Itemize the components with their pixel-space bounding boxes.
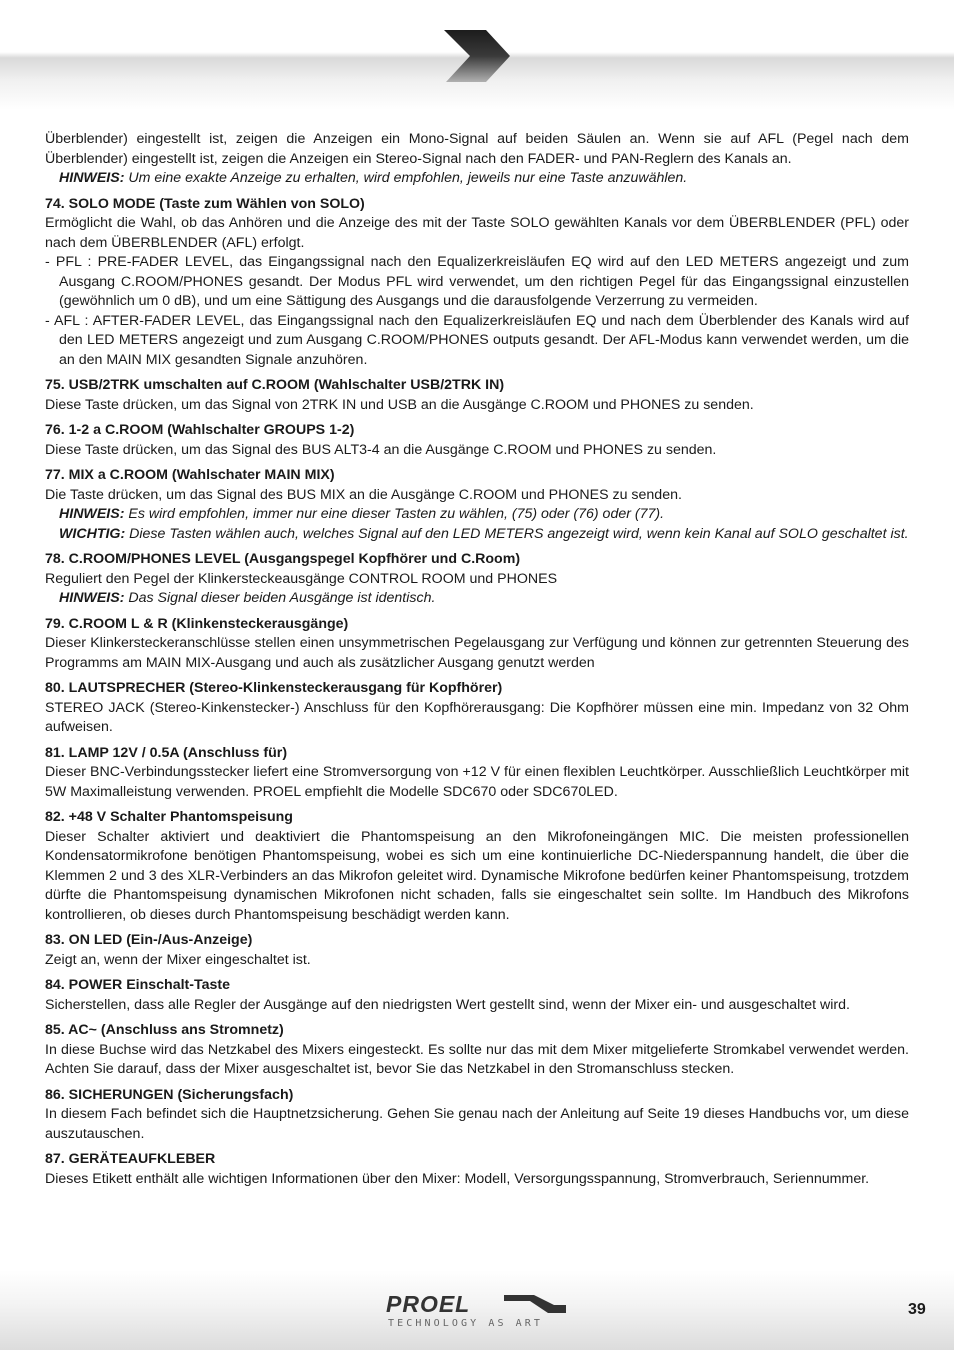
section-82: [45, 808, 909, 925]
section-title: 85. AC~ (Anschluss ans Stromnetz): [45, 1022, 284, 1038]
section-81: [45, 744, 909, 803]
section-77: [45, 466, 909, 544]
warning-text: Diese Tasten wählen auch, welches Signal auf den LED METERS angezeigt wird, wenn kein Kanal auf SOLO geschaltet ist.: [125, 525, 909, 542]
section-text: Diese Taste drücken, um das Signal von 2TRK IN und USB an die Ausgänge C.ROOM und PHONES zu senden.: [45, 396, 754, 413]
section-text: STEREO JACK (Stereo-Kinkenstecker-) Anschluss für den Kopfhörerausgang: Die Kopfhörer müssen eine min. Impedanz von 32 Ohm aufweisen.: [45, 699, 909, 735]
section-text: Reguliert den Pegel der Klinkersteckeausgänge CONTROL ROOM und PHONES: [45, 570, 558, 587]
section-83: [45, 931, 909, 970]
section-78: [45, 550, 909, 609]
section-80: [45, 679, 909, 738]
section-text: Dieser Schalter aktiviert und deaktiviert die Phantomspeisung an den Mikrofoneingängen MIC. Die meisten professionellen Kondensatormikrofone benötigen Phantomspeisung, wobei es sich um eine kontinuierliche DC-Niederspannung handelt, die über die Klemmen 2 und 3 des XLR-Verbinders an das Mikrofon geleitet wird. Dynamische Mikrofone bedürfen keiner Phantomspeisung, trotzdem dürfte die Phantomspeisung dynamischen Mikrofonen nicht schaden, falls sie eingeschaltet sein sollte. Im Handbuch des Mikrofons kontrollieren, ob dieses durch Phantomspeisung beschädigt werden kann.: [45, 828, 909, 923]
section-title: 75. USB/2TRK umschalten auf C.ROOM (Wahlschalter USB/2TRK IN): [45, 377, 505, 393]
section-74: [45, 195, 909, 371]
note-text: Es wird empfohlen, immer nur eine dieser Tasten zu wählen, (75) oder (76) oder (77).: [124, 506, 665, 522]
section-title: 80. LAUTSPRECHER (Stereo-Klinkensteckerausgang für Kopfhörer): [45, 680, 503, 696]
section-note: [45, 505, 909, 525]
section-text: In diese Buchse wird das Netzkabel des Mixers eingesteckt. Es sollte nur das mit dem Mixer mitgelieferte Stromkabel verwendet werden. Achten Sie darauf, dass der Mixer ausgeschaltet ist, bevor Sie das Netzkabel in den Stromanschluss stecken.: [45, 1041, 909, 1077]
intro-note: [45, 169, 909, 189]
section-text: Ermöglicht die Wahl, ob das Anhören und die Anzeige des mit der Taste SOLO gewählten Kanals vor dem ÜBERBLENDER (PFL) oder nach dem ÜBERBLENDER (AFL) erfolgt.: [45, 215, 909, 251]
section-title: 84. POWER Einschalt-Taste: [45, 977, 231, 993]
section-86: [45, 1086, 909, 1145]
section-84: [45, 976, 909, 1015]
section-75: [45, 376, 909, 415]
logo-swoosh-icon: [504, 1293, 568, 1315]
section-text: Diese Taste drücken, um das Signal des BUS ALT3-4 an die Ausgänge C.ROOM und PHONES zu senden.: [45, 441, 717, 458]
page-number: 39: [908, 1301, 926, 1318]
section-76: [45, 421, 909, 460]
note-label: HINWEIS:: [59, 506, 125, 522]
note-text: Das Signal dieser beiden Ausgänge ist identisch.: [124, 590, 436, 606]
section-text: Dieser BNC-Verbindungsstecker liefert eine Stromversorgung von +12 V für einen flexiblen Leuchtkörper. Ausschließlich Leuchtkörper mit 5W Maximalleistung verwenden. PROEL empfiehlt die Modelle SDC670 oder SDC670LED.: [45, 764, 909, 800]
section-87: [45, 1150, 909, 1189]
logo-tagline: TECHNOLOGY AS ART: [388, 1318, 544, 1329]
section-title: 82. +48 V Schalter Phantomspeisung: [45, 809, 293, 825]
section-title: 87. GERÄTEAUFKLEBER: [45, 1151, 216, 1167]
section-text: Sicherstellen, dass alle Regler der Ausgänge auf den niedrigsten Wert gestellt sind, wenn der Mixer ein- und ausgeschaltet wird.: [45, 996, 850, 1013]
warning-label: WICHTIG:: [59, 525, 126, 542]
brand-logo: [386, 1291, 570, 1333]
section-title: 76. 1-2 a C.ROOM (Wahlschalter GROUPS 1-2): [45, 422, 355, 438]
section-warning: [45, 525, 909, 545]
note-label: HINWEIS:: [59, 170, 125, 186]
section-title: 86. SICHERUNGEN (Sicherungsfach): [45, 1086, 294, 1103]
intro-paragraph: Überblender) eingestellt ist, zeigen die Anzeigen ein Mono-Signal auf beiden Säulen an. Wenn sie auf AFL (Pegel nach dem Überblender) eingestellt ist, zeigen die Anzeigen ein Stereo-Signal nach den FADER- und PAN-Reglern des Kanals an.: [45, 131, 909, 167]
section-title: 79. C.ROOM L & R (Klinkensteckerausgänge): [45, 615, 349, 632]
logo-wordmark: PROEL: [386, 1291, 471, 1317]
section-text: Dieser Klinkersteckeranschlüsse stellen einen unsymmetrischen Pegelausgang zur Verfügung und können zur getrennten Steuerung des Programms am MAIN MIX-Ausgang und auch als zusätzlicher Ausgang genutzt werden: [45, 635, 909, 671]
chevron-arrow-icon: [440, 26, 514, 84]
section-text: Zeigt an, wenn der Mixer eingeschaltet ist.: [45, 951, 311, 968]
section-79: [45, 615, 909, 674]
section-85: [45, 1021, 909, 1080]
section-title: 81. LAMP 12V / 0.5A (Anschluss für): [45, 744, 288, 761]
section-title: 83. ON LED (Ein-/Aus-Anzeige): [45, 932, 253, 948]
section-text: Dieses Etikett enthält alle wichtigen Informationen über den Mixer: Modell, Versorgungsspannung, Stromverbrauch, Seriennummer.: [45, 1170, 870, 1187]
section-title: 77. MIX a C.ROOM (Wahlschater MAIN MIX): [45, 467, 335, 483]
document-body: [45, 130, 909, 1189]
note-text: Um eine exakte Anzeige zu erhalten, wird empfohlen, jeweils nur eine Taste anzuwählen.: [124, 170, 688, 186]
list-item-afl: - AFL : AFTER-FADER LEVEL, das Eingangssignal nach den Equalizerkreisläufen EQ und nach dem Überblender des Kanals wird auf den LED METERS angezeigt und zum Ausgang C.ROOM/PHONES outputs gesandt. Der AFL-Modus kann verwendet werden, um die an den MAIN MIX gesandten Signale anzuhören.: [45, 312, 909, 368]
section-text: Die Taste drücken, um das Signal des BUS MIX an die Ausgänge C.ROOM und PHONES zu senden.: [45, 486, 682, 503]
list-item-pfl: - PFL : PRE-FADER LEVEL, das Eingangssignal nach den Equalizerkreisläufen EQ wird auf den LED METERS angezeigt und zum Ausgang C.ROOM/PHONES gesandt. Der Modus PFL wird verwendet, um den richtigen Pegel für das Eingangssignal einzustellen (gewöhnlich um 0 dB), und um eine Sättigung des Ausgangs und die darausfolgende Verzerrung zu vermeiden.: [45, 254, 909, 309]
section-title: 78. C.ROOM/PHONES LEVEL (Ausgangspegel Kopfhörer und C.Room): [45, 551, 521, 567]
note-label: HINWEIS:: [59, 590, 125, 606]
section-text: In diesem Fach befindet sich die Hauptnetzsicherung. Gehen Sie genau nach der Anleitung auf Seite 19 dieses Handbuchs vor, um diese auszutauschen.: [45, 1106, 909, 1142]
section-note: [45, 589, 909, 609]
section-title: 74. SOLO MODE (Taste zum Wählen von SOLO): [45, 195, 365, 212]
